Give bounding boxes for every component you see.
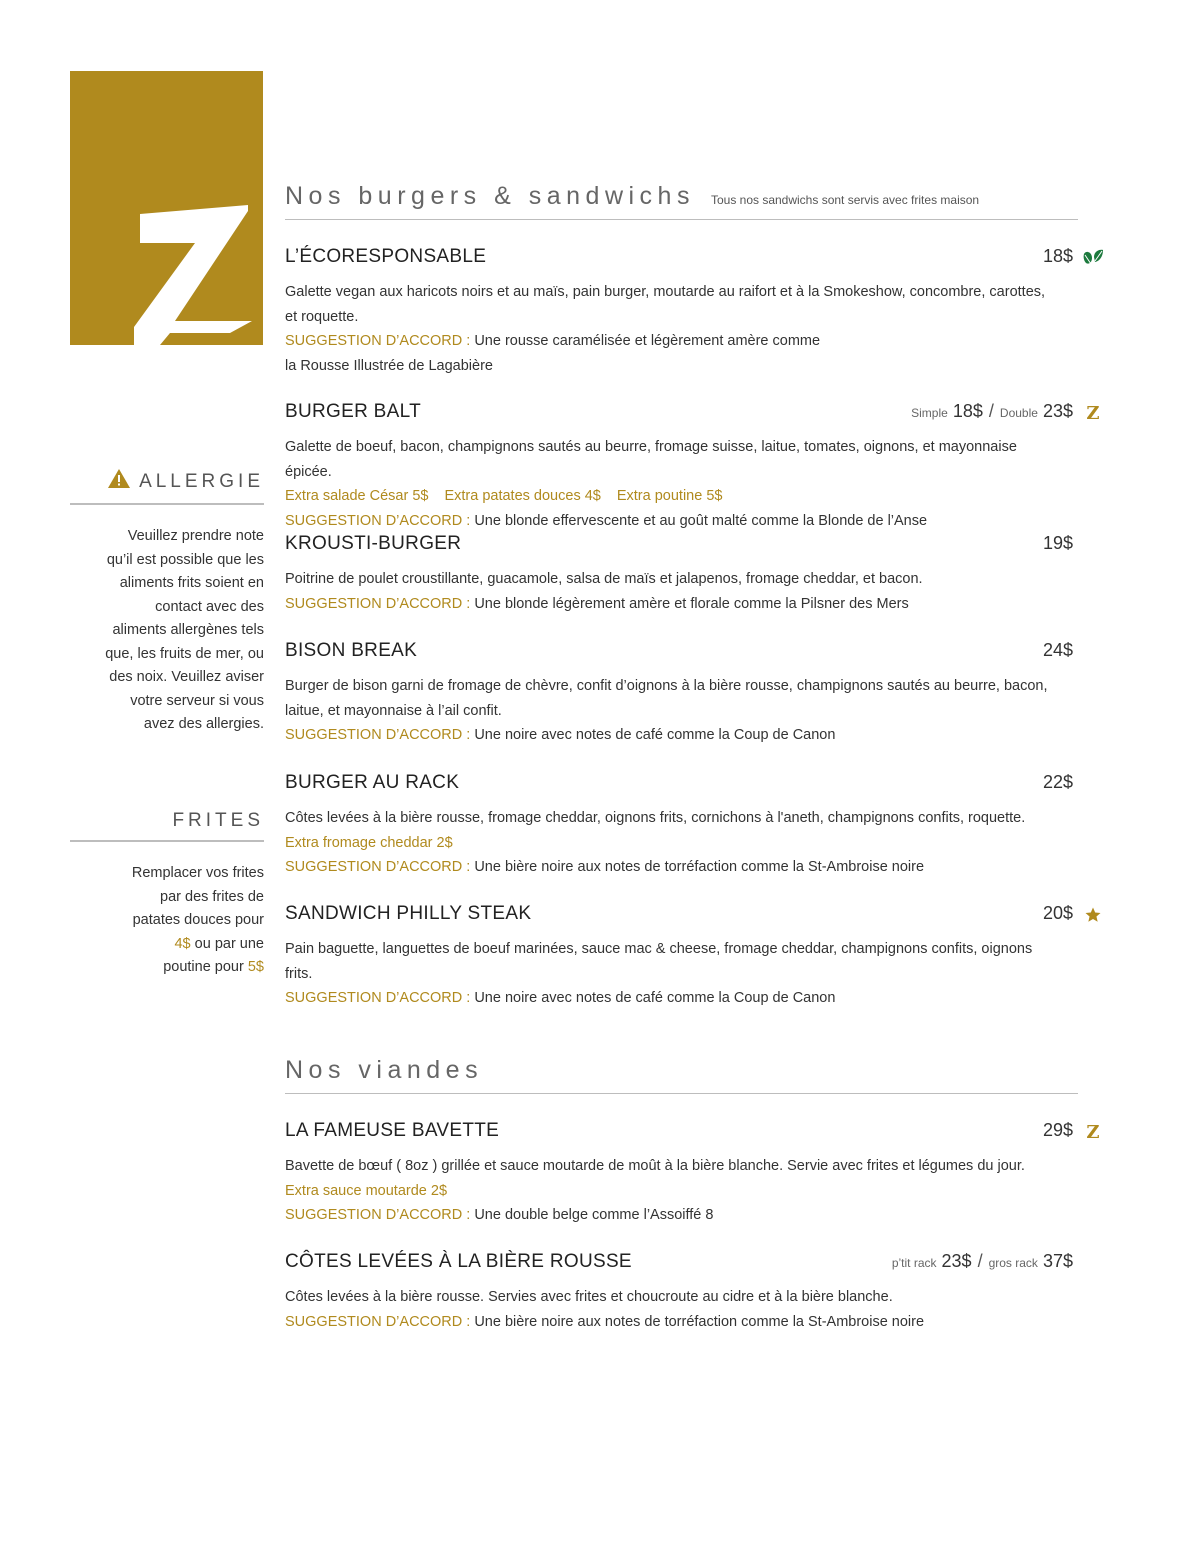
restaurant-logo [70, 71, 263, 345]
star-icon [1081, 903, 1105, 927]
frites-title: FRITES [172, 810, 264, 831]
frites-panel [70, 810, 264, 980]
pairing-suggestion: SUGGESTION D’ACCORD : Une noire avec notes de café comme la Coup de Canon [285, 990, 836, 1006]
z-icon: Z [1086, 1121, 1100, 1143]
item-description: Galette vegan aux haricots noirs et au maïs, pain burger, moutarde au raifort et à la Smokeshow, concombre, carottes, et roquette. [285, 284, 1046, 325]
pairing-suggestion: SUGGESTION D’ACCORD : Une blonde effervescente et au goût malté comme la Blonde de l’Anse [285, 512, 928, 529]
item-description: Pain baguette, languettes de boeuf marinées, sauce mac & cheese, fromage cheddar, champignons confits, oignons frits. [285, 941, 1033, 982]
item-price: 18$ [1042, 246, 1073, 266]
item-name: L’ÉCORESPONSABLE [285, 246, 487, 267]
item-description: Côtes levées à la bière rousse, fromage cheddar, oignons frits, cornichons à l'aneth, champignons confits, roquette. [285, 810, 1026, 826]
item-extras: Extra salade César 5$ Extra patates douces 4$ Extra poutine 5$ [285, 488, 723, 504]
item-name: BURGER AU RACK [285, 772, 460, 793]
item-description: Côtes levées à la bière rousse. Servies avec frites et choucroute au cidre et à la bière blanche. [285, 1289, 893, 1305]
menu-item [285, 1120, 1115, 1228]
item-name: SANDWICH PHILLY STEAK [285, 903, 532, 924]
frites-text: Remplacer vos frites par des frites de patates douces pour 4$ ou par une poutine pour 5$ [131, 865, 264, 975]
pairing-suggestion: SUGGESTION D’ACCORD : Une double belge comme l’Assoiffé 8 [285, 1207, 714, 1223]
item-name: BISON BREAK [285, 640, 418, 661]
item-name: CÔTES LEVÉES À LA BIÈRE ROUSSE [285, 1251, 632, 1272]
item-description: Galette de boeuf, bacon, champignons sautés au beurre, fromage suisse, laitue, tomates, oignons, et mayonnaise épicée. [285, 439, 1017, 480]
item-extras: Extra fromage cheddar 2$ [285, 834, 453, 851]
burgers-section-title [285, 182, 1078, 220]
pairing-suggestion: SUGGESTION D’ACCORD : Une rousse caramélisée et légèrement amère comme [285, 333, 821, 349]
section-heading: Nos burgers & sandwichs [285, 182, 695, 210]
leaf-icon [1081, 246, 1105, 270]
item-price: 29$ [1042, 1120, 1073, 1140]
pairing-suggestion-cont: la Rousse Illustrée de Lagabière [285, 357, 493, 374]
allergy-title: ALLERGIE [139, 470, 264, 492]
section-note: Tous nos sandwichs sont servis avec frites maison [710, 193, 980, 207]
warning-icon [107, 468, 131, 495]
menu-item [285, 533, 1115, 616]
item-price: 24$ [1042, 640, 1073, 660]
item-price: 22$ [1042, 772, 1073, 792]
item-name: BURGER BALT [285, 401, 421, 422]
item-description: Poitrine de poulet croustillante, guacamole, salsa de maïs et jalapenos, fromage cheddar, et bacon. [285, 571, 923, 587]
allergy-heading [70, 468, 264, 505]
menu-item [285, 1251, 1115, 1334]
viandes-section-title [285, 1056, 1078, 1094]
frites-heading [70, 810, 264, 842]
item-name: KROUSTI-BURGER [285, 533, 462, 554]
menu-item [285, 772, 1115, 880]
z-icon: Z [1086, 402, 1100, 424]
item-description: Bavette de bœuf ( 8oz ) grillée et sauce moutarde de moût à la bière blanche. Servie avec frites et légumes du jour. [285, 1158, 1025, 1174]
allergy-panel [70, 468, 264, 737]
pairing-suggestion: SUGGESTION D’ACCORD : Une blonde légèrement amère et florale comme la Pilsner des Mers [285, 595, 909, 612]
item-extras: Extra sauce moutarde 2$ [285, 1182, 448, 1199]
item-price: Simple 18$ / Double 23$ [911, 401, 1073, 421]
menu-item [285, 401, 1115, 533]
menu-item [285, 246, 1115, 378]
item-name: LA FAMEUSE BAVETTE [285, 1120, 500, 1141]
allergy-text: Veuillez prendre note qu’il est possible que les aliments frits soient en contact avec des aliments allergènes tels que, les fruits de mer, ou des noix. Veuillez aviser votre serveur si vous avez des allergies. [105, 528, 264, 732]
item-description: Burger de bison garni de fromage de chèvre, confit d’oignons à la bière rousse, champignons sautés au beurre, bacon, laitue, et mayonnaise à l’ail confit. [285, 678, 1048, 719]
menu-item [285, 903, 1115, 1011]
item-price: 20$ [1042, 903, 1073, 923]
item-price: 19$ [1042, 533, 1073, 553]
pairing-suggestion: SUGGESTION D’ACCORD : Une bière noire aux notes de torréfaction comme la St-Ambroise noire [285, 1313, 925, 1330]
item-price: p’tit rack 23$ / gros rack 37$ [891, 1251, 1073, 1271]
pairing-suggestion: SUGGESTION D’ACCORD : Une noire avec notes de café comme la Coup de Canon [285, 727, 836, 743]
section-heading: Nos viandes [285, 1056, 484, 1084]
pairing-suggestion: SUGGESTION D’ACCORD : Une bière noire aux notes de torréfaction comme la St-Ambroise noire [285, 859, 925, 875]
menu-item [285, 640, 1115, 748]
